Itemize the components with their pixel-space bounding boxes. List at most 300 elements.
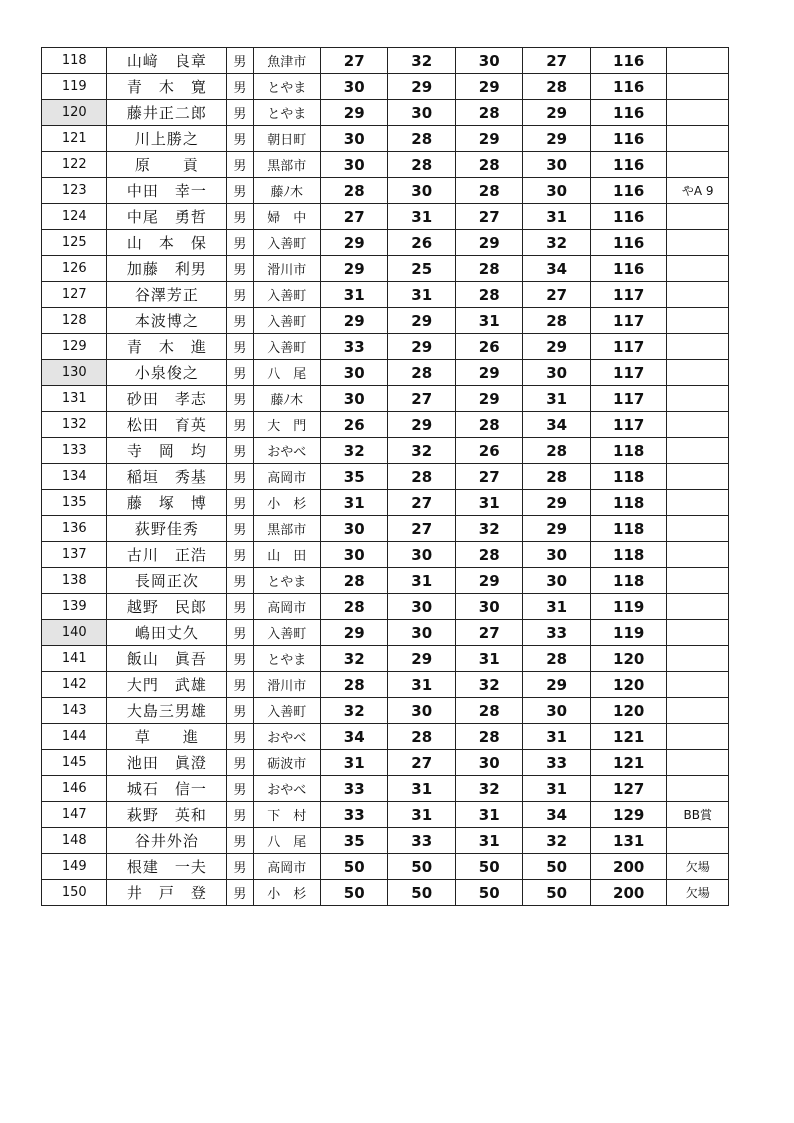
table-row <box>42 620 729 646</box>
player-name: 青 木 寛 <box>107 74 227 100</box>
total-score: 121 <box>590 724 667 750</box>
round-2-score: 25 <box>388 256 455 282</box>
player-area: とやま <box>253 74 320 100</box>
player-sex: 男 <box>227 230 253 256</box>
round-3-score: 27 <box>455 620 522 646</box>
round-4-score: 34 <box>523 256 590 282</box>
round-2-score: 28 <box>388 724 455 750</box>
player-area: 大 門 <box>253 412 320 438</box>
table-row <box>42 126 729 152</box>
round-3-score: 32 <box>455 672 522 698</box>
player-area: とやま <box>253 100 320 126</box>
player-sex: 男 <box>227 698 253 724</box>
round-2-score: 29 <box>388 74 455 100</box>
note <box>667 360 729 386</box>
note <box>667 282 729 308</box>
table-row <box>42 672 729 698</box>
table-row <box>42 828 729 854</box>
note <box>667 126 729 152</box>
round-3-score: 29 <box>455 568 522 594</box>
player-area: 小 杉 <box>253 490 320 516</box>
round-3-score: 28 <box>455 542 522 568</box>
note: 欠場 <box>667 880 729 906</box>
note <box>667 74 729 100</box>
player-name: 井 戸 登 <box>107 880 227 906</box>
player-name: 谷澤芳正 <box>107 282 227 308</box>
player-name: 川上勝之 <box>107 126 227 152</box>
player-area: 黒部市 <box>253 152 320 178</box>
player-area: とやま <box>253 568 320 594</box>
table-row <box>42 854 729 880</box>
round-3-score: 50 <box>455 880 522 906</box>
round-3-score: 31 <box>455 646 522 672</box>
player-sex: 男 <box>227 100 253 126</box>
table-row <box>42 724 729 750</box>
player-area: おやべ <box>253 776 320 802</box>
row-number: 144 <box>42 724 107 750</box>
round-3-score: 32 <box>455 776 522 802</box>
player-name: 萩野 英和 <box>107 802 227 828</box>
round-2-score: 31 <box>388 204 455 230</box>
player-area: おやべ <box>253 724 320 750</box>
table-row <box>42 802 729 828</box>
player-name: 松田 育英 <box>107 412 227 438</box>
total-score: 117 <box>590 308 667 334</box>
round-4-score: 29 <box>523 490 590 516</box>
round-1-score: 29 <box>321 308 388 334</box>
player-area: 入善町 <box>253 282 320 308</box>
round-2-score: 30 <box>388 178 455 204</box>
note <box>667 568 729 594</box>
table-row <box>42 438 729 464</box>
note <box>667 152 729 178</box>
round-2-score: 28 <box>388 126 455 152</box>
note <box>667 516 729 542</box>
round-1-score: 31 <box>321 490 388 516</box>
round-4-score: 32 <box>523 828 590 854</box>
row-number: 148 <box>42 828 107 854</box>
player-area: 魚津市 <box>253 48 320 74</box>
round-4-score: 30 <box>523 360 590 386</box>
round-1-score: 30 <box>321 542 388 568</box>
player-area: 八 尾 <box>253 360 320 386</box>
total-score: 116 <box>590 48 667 74</box>
row-number: 118 <box>42 48 107 74</box>
player-name: 藤 塚 博 <box>107 490 227 516</box>
player-sex: 男 <box>227 334 253 360</box>
player-name: 小泉俊之 <box>107 360 227 386</box>
note <box>667 490 729 516</box>
round-1-score: 27 <box>321 204 388 230</box>
round-2-score: 29 <box>388 308 455 334</box>
total-score: 119 <box>590 594 667 620</box>
row-number: 124 <box>42 204 107 230</box>
total-score: 129 <box>590 802 667 828</box>
note <box>667 386 729 412</box>
player-area: 八 尾 <box>253 828 320 854</box>
player-area: 高岡市 <box>253 594 320 620</box>
round-2-score: 29 <box>388 334 455 360</box>
player-name: 長岡正次 <box>107 568 227 594</box>
player-sex: 男 <box>227 204 253 230</box>
table-row <box>42 750 729 776</box>
round-3-score: 31 <box>455 308 522 334</box>
note: やA 9 <box>667 178 729 204</box>
player-area: 高岡市 <box>253 464 320 490</box>
round-1-score: 28 <box>321 568 388 594</box>
round-2-score: 30 <box>388 698 455 724</box>
table-row <box>42 48 729 74</box>
round-1-score: 33 <box>321 776 388 802</box>
round-4-score: 50 <box>523 880 590 906</box>
round-4-score: 29 <box>523 672 590 698</box>
player-area: 下 村 <box>253 802 320 828</box>
player-area: とやま <box>253 646 320 672</box>
round-4-score: 29 <box>523 516 590 542</box>
total-score: 117 <box>590 412 667 438</box>
table-row <box>42 230 729 256</box>
round-2-score: 32 <box>388 438 455 464</box>
player-area: 高岡市 <box>253 854 320 880</box>
total-score: 118 <box>590 542 667 568</box>
player-name: 嶋田丈久 <box>107 620 227 646</box>
total-score: 120 <box>590 646 667 672</box>
round-4-score: 29 <box>523 100 590 126</box>
round-1-score: 31 <box>321 750 388 776</box>
round-4-score: 29 <box>523 334 590 360</box>
round-3-score: 29 <box>455 360 522 386</box>
round-3-score: 29 <box>455 74 522 100</box>
player-sex: 男 <box>227 594 253 620</box>
table-row <box>42 178 729 204</box>
player-name: 山﨑 良章 <box>107 48 227 74</box>
player-sex: 男 <box>227 464 253 490</box>
player-name: 大門 武雄 <box>107 672 227 698</box>
round-3-score: 28 <box>455 698 522 724</box>
round-2-score: 31 <box>388 282 455 308</box>
total-score: 118 <box>590 516 667 542</box>
total-score: 117 <box>590 282 667 308</box>
note <box>667 438 729 464</box>
player-sex: 男 <box>227 802 253 828</box>
table-row <box>42 698 729 724</box>
player-sex: 男 <box>227 308 253 334</box>
note <box>667 542 729 568</box>
table-row <box>42 646 729 672</box>
total-score: 116 <box>590 204 667 230</box>
table-row <box>42 282 729 308</box>
row-number: 127 <box>42 282 107 308</box>
total-score: 118 <box>590 464 667 490</box>
round-4-score: 28 <box>523 308 590 334</box>
round-1-score: 30 <box>321 126 388 152</box>
note <box>667 48 729 74</box>
player-sex: 男 <box>227 48 253 74</box>
player-sex: 男 <box>227 516 253 542</box>
note: BB賞 <box>667 802 729 828</box>
round-4-score: 27 <box>523 48 590 74</box>
player-area: おやべ <box>253 438 320 464</box>
round-1-score: 32 <box>321 698 388 724</box>
player-name: 草 進 <box>107 724 227 750</box>
total-score: 117 <box>590 360 667 386</box>
round-3-score: 28 <box>455 100 522 126</box>
round-3-score: 31 <box>455 828 522 854</box>
player-area: 滑川市 <box>253 256 320 282</box>
round-1-score: 29 <box>321 230 388 256</box>
player-sex: 男 <box>227 828 253 854</box>
total-score: 116 <box>590 256 667 282</box>
table-row <box>42 74 729 100</box>
round-3-score: 29 <box>455 126 522 152</box>
table-row <box>42 360 729 386</box>
player-sex: 男 <box>227 672 253 698</box>
round-4-score: 31 <box>523 776 590 802</box>
row-number: 141 <box>42 646 107 672</box>
round-2-score: 27 <box>388 490 455 516</box>
round-3-score: 30 <box>455 48 522 74</box>
round-4-score: 29 <box>523 126 590 152</box>
player-sex: 男 <box>227 74 253 100</box>
round-4-score: 30 <box>523 568 590 594</box>
table-row <box>42 490 729 516</box>
round-1-score: 28 <box>321 178 388 204</box>
round-1-score: 35 <box>321 828 388 854</box>
round-2-score: 30 <box>388 594 455 620</box>
player-name: 越野 民郎 <box>107 594 227 620</box>
note <box>667 412 729 438</box>
round-3-score: 31 <box>455 490 522 516</box>
round-1-score: 27 <box>321 48 388 74</box>
round-1-score: 29 <box>321 256 388 282</box>
row-number: 137 <box>42 542 107 568</box>
round-2-score: 30 <box>388 542 455 568</box>
round-2-score: 50 <box>388 880 455 906</box>
player-sex: 男 <box>227 568 253 594</box>
total-score: 117 <box>590 386 667 412</box>
round-4-score: 28 <box>523 646 590 672</box>
player-sex: 男 <box>227 438 253 464</box>
row-number: 130 <box>42 360 107 386</box>
round-4-score: 31 <box>523 724 590 750</box>
player-name: 中田 幸一 <box>107 178 227 204</box>
player-name: 飯山 眞吾 <box>107 646 227 672</box>
round-4-score: 30 <box>523 178 590 204</box>
round-2-score: 32 <box>388 48 455 74</box>
player-sex: 男 <box>227 256 253 282</box>
player-area: 入善町 <box>253 620 320 646</box>
total-score: 127 <box>590 776 667 802</box>
player-sex: 男 <box>227 126 253 152</box>
round-1-score: 32 <box>321 646 388 672</box>
results-table-body <box>42 48 729 906</box>
player-sex: 男 <box>227 724 253 750</box>
row-number: 150 <box>42 880 107 906</box>
round-1-score: 34 <box>321 724 388 750</box>
round-1-score: 30 <box>321 516 388 542</box>
player-name: 青 木 進 <box>107 334 227 360</box>
player-area: 滑川市 <box>253 672 320 698</box>
player-name: 根建 一夫 <box>107 854 227 880</box>
total-score: 118 <box>590 490 667 516</box>
round-3-score: 32 <box>455 516 522 542</box>
table-row <box>42 204 729 230</box>
round-3-score: 50 <box>455 854 522 880</box>
round-1-score: 30 <box>321 360 388 386</box>
round-1-score: 29 <box>321 100 388 126</box>
round-3-score: 28 <box>455 282 522 308</box>
note <box>667 698 729 724</box>
round-1-score: 35 <box>321 464 388 490</box>
round-2-score: 28 <box>388 464 455 490</box>
row-number: 119 <box>42 74 107 100</box>
player-name: 砂田 孝志 <box>107 386 227 412</box>
round-1-score: 30 <box>321 74 388 100</box>
total-score: 116 <box>590 126 667 152</box>
note <box>667 594 729 620</box>
round-4-score: 34 <box>523 802 590 828</box>
row-number: 143 <box>42 698 107 724</box>
player-sex: 男 <box>227 620 253 646</box>
note <box>667 828 729 854</box>
player-name: 藤井正二郎 <box>107 100 227 126</box>
row-number: 146 <box>42 776 107 802</box>
player-area: 藤ﾉ木 <box>253 178 320 204</box>
round-3-score: 28 <box>455 152 522 178</box>
round-4-score: 31 <box>523 594 590 620</box>
note <box>667 776 729 802</box>
round-1-score: 33 <box>321 334 388 360</box>
note <box>667 308 729 334</box>
player-name: 本波博之 <box>107 308 227 334</box>
player-sex: 男 <box>227 178 253 204</box>
player-area: 入善町 <box>253 334 320 360</box>
round-3-score: 30 <box>455 750 522 776</box>
round-1-score: 31 <box>321 282 388 308</box>
player-sex: 男 <box>227 542 253 568</box>
table-row <box>42 308 729 334</box>
player-name: 原 貢 <box>107 152 227 178</box>
player-name: 山 本 保 <box>107 230 227 256</box>
total-score: 117 <box>590 334 667 360</box>
round-2-score: 29 <box>388 412 455 438</box>
player-area: 黒部市 <box>253 516 320 542</box>
player-name: 城石 信一 <box>107 776 227 802</box>
note <box>667 672 729 698</box>
total-score: 200 <box>590 880 667 906</box>
round-1-score: 26 <box>321 412 388 438</box>
round-2-score: 26 <box>388 230 455 256</box>
round-2-score: 30 <box>388 100 455 126</box>
round-4-score: 30 <box>523 698 590 724</box>
round-3-score: 31 <box>455 802 522 828</box>
round-3-score: 26 <box>455 438 522 464</box>
note <box>667 464 729 490</box>
table-row <box>42 256 729 282</box>
table-row <box>42 386 729 412</box>
round-1-score: 29 <box>321 620 388 646</box>
total-score: 120 <box>590 672 667 698</box>
round-4-score: 28 <box>523 74 590 100</box>
player-area: 朝日町 <box>253 126 320 152</box>
round-3-score: 28 <box>455 412 522 438</box>
round-4-score: 30 <box>523 542 590 568</box>
round-3-score: 28 <box>455 724 522 750</box>
total-score: 116 <box>590 152 667 178</box>
player-area: 藤ﾉ木 <box>253 386 320 412</box>
round-3-score: 26 <box>455 334 522 360</box>
round-4-score: 32 <box>523 230 590 256</box>
row-number: 147 <box>42 802 107 828</box>
row-number: 140 <box>42 620 107 646</box>
player-area: 婦 中 <box>253 204 320 230</box>
round-4-score: 33 <box>523 620 590 646</box>
note: 欠場 <box>667 854 729 880</box>
round-1-score: 28 <box>321 672 388 698</box>
player-name: 古川 正浩 <box>107 542 227 568</box>
player-area: 砺波市 <box>253 750 320 776</box>
round-3-score: 29 <box>455 386 522 412</box>
table-row <box>42 568 729 594</box>
note <box>667 100 729 126</box>
player-sex: 男 <box>227 152 253 178</box>
note <box>667 620 729 646</box>
total-score: 200 <box>590 854 667 880</box>
table-row <box>42 152 729 178</box>
table-row <box>42 516 729 542</box>
round-2-score: 27 <box>388 750 455 776</box>
table-row <box>42 464 729 490</box>
player-name: 中尾 勇哲 <box>107 204 227 230</box>
table-row <box>42 594 729 620</box>
row-number: 129 <box>42 334 107 360</box>
round-4-score: 28 <box>523 464 590 490</box>
note <box>667 204 729 230</box>
results-table <box>41 47 729 906</box>
player-sex: 男 <box>227 750 253 776</box>
round-2-score: 31 <box>388 568 455 594</box>
round-4-score: 27 <box>523 282 590 308</box>
row-number: 121 <box>42 126 107 152</box>
round-4-score: 33 <box>523 750 590 776</box>
total-score: 120 <box>590 698 667 724</box>
player-name: 池田 眞澄 <box>107 750 227 776</box>
player-name: 大島三男雄 <box>107 698 227 724</box>
player-area: 入善町 <box>253 308 320 334</box>
row-number: 134 <box>42 464 107 490</box>
row-number: 138 <box>42 568 107 594</box>
row-number: 145 <box>42 750 107 776</box>
player-sex: 男 <box>227 776 253 802</box>
round-3-score: 28 <box>455 178 522 204</box>
round-3-score: 27 <box>455 204 522 230</box>
round-4-score: 50 <box>523 854 590 880</box>
row-number: 133 <box>42 438 107 464</box>
table-row <box>42 412 729 438</box>
round-2-score: 29 <box>388 646 455 672</box>
player-sex: 男 <box>227 412 253 438</box>
round-4-score: 34 <box>523 412 590 438</box>
round-1-score: 30 <box>321 386 388 412</box>
round-1-score: 50 <box>321 880 388 906</box>
total-score: 118 <box>590 438 667 464</box>
row-number: 123 <box>42 178 107 204</box>
round-4-score: 31 <box>523 386 590 412</box>
round-4-score: 28 <box>523 438 590 464</box>
total-score: 118 <box>590 568 667 594</box>
row-number: 136 <box>42 516 107 542</box>
round-1-score: 50 <box>321 854 388 880</box>
